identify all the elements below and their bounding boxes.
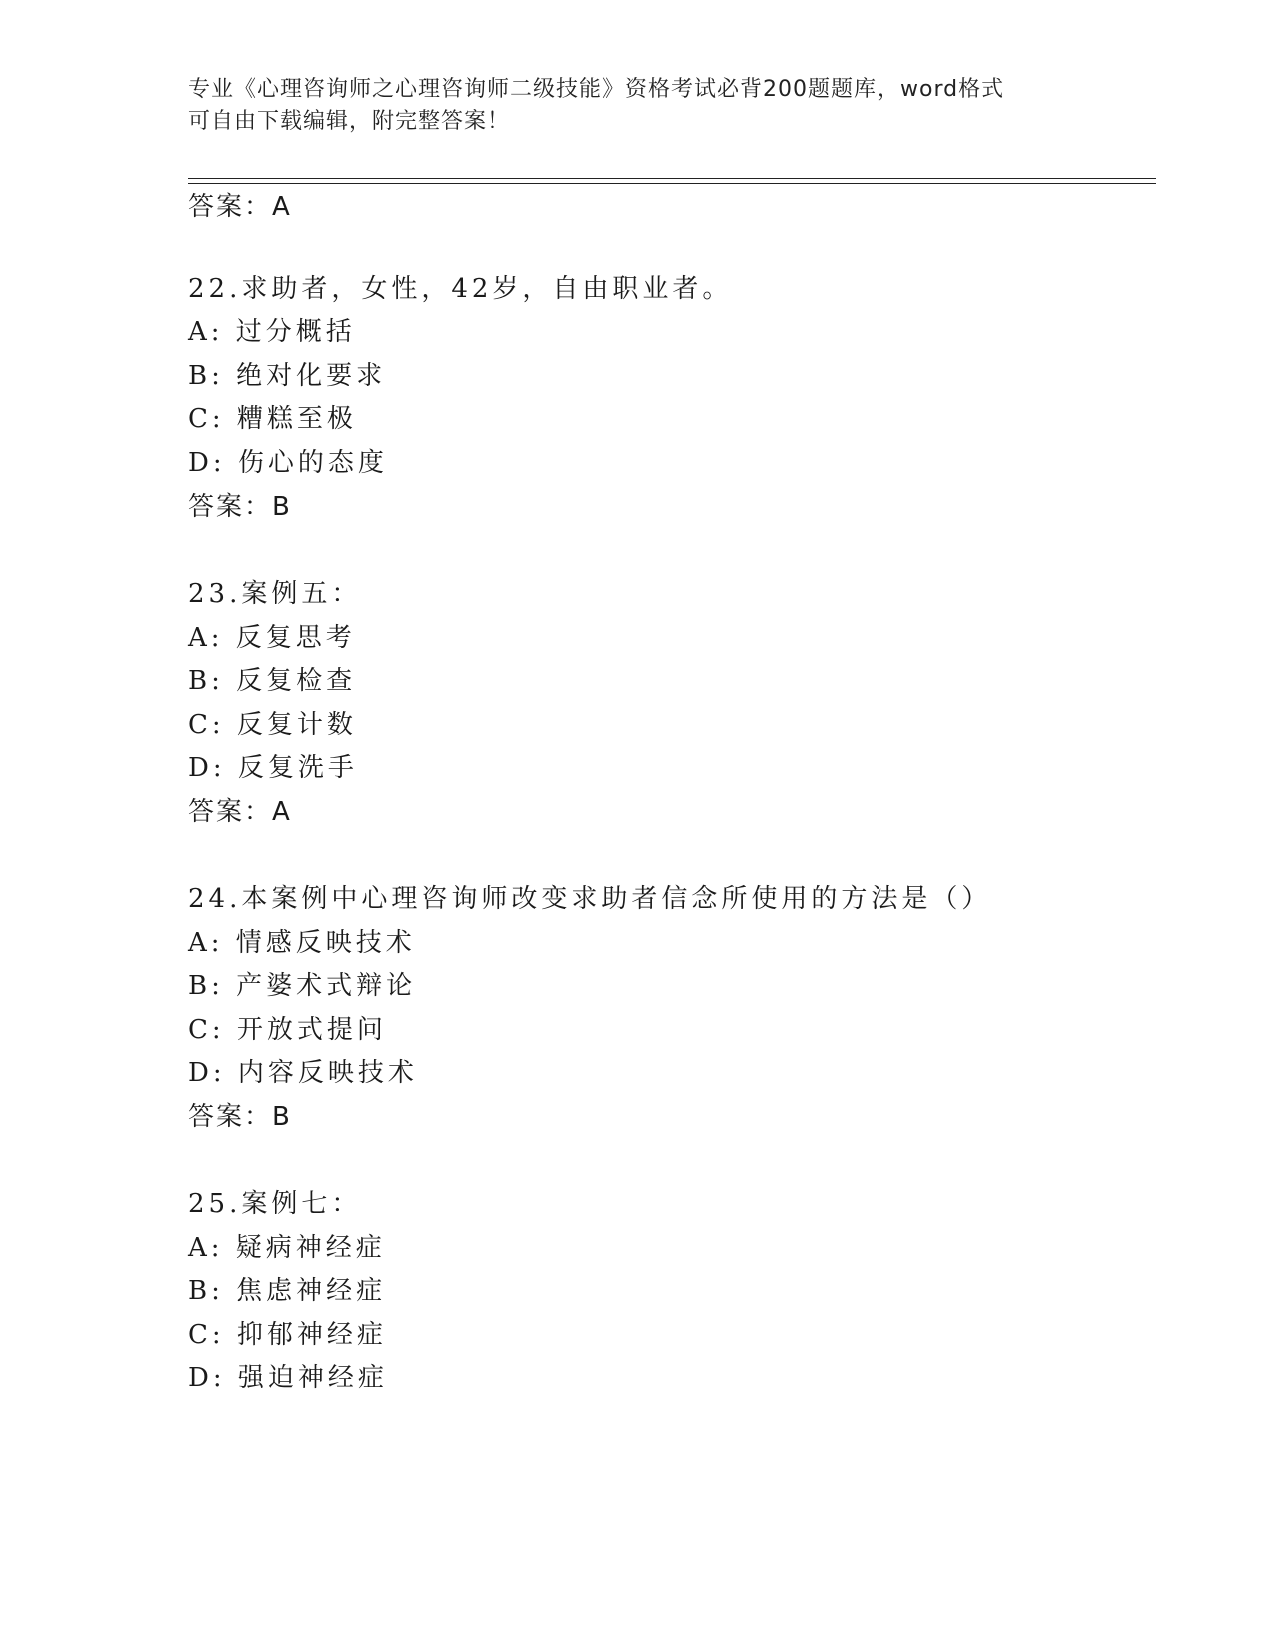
option-23-b: B: 反复检查	[188, 666, 357, 696]
option-24-d: D: 内容反映技术	[188, 1058, 418, 1088]
document-header	[188, 74, 1088, 138]
option-22-c: C: 糟糕至极	[188, 404, 357, 434]
option-25-b: B: 焦虑神经症	[188, 1276, 387, 1306]
option-22-d: D: 伤心的态度	[188, 448, 388, 478]
option-22-a: A: 过分概括	[188, 317, 356, 347]
answer-23: 答案：A	[188, 797, 292, 827]
header-line-2: 可自由下载编辑，附完整答案！	[188, 109, 511, 134]
header-divider-top	[188, 178, 1156, 179]
answer-24: 答案：B	[188, 1102, 292, 1132]
option-24-b: B: 产婆术式辩论	[188, 971, 417, 1001]
option-23-c: C: 反复计数	[188, 710, 357, 740]
header-line-1: 专业《心理咨询师之心理咨询师二级技能》资格考试必背200题题库，word格式	[188, 77, 1005, 102]
option-22-b: B: 绝对化要求	[188, 361, 387, 391]
header-divider-bottom	[188, 183, 1156, 184]
option-25-d: D: 强迫神经症	[188, 1363, 388, 1393]
option-24-a: A: 情感反映技术	[188, 928, 416, 958]
option-25-a: A: 疑病神经症	[188, 1233, 386, 1263]
option-23-a: A: 反复思考	[188, 623, 356, 653]
option-25-c: C: 抑郁神经症	[188, 1320, 387, 1350]
answer-22: 答案：B	[188, 492, 292, 522]
option-24-c: C: 开放式提问	[188, 1015, 387, 1045]
option-23-d: D: 反复洗手	[188, 753, 358, 783]
question-24: 24.本案例中心理咨询师改变求助者信念所使用的方法是（）	[188, 884, 992, 914]
question-23: 23.案例五：	[188, 579, 362, 609]
question-25: 25.案例七：	[188, 1189, 362, 1219]
question-22: 22.求助者，女性，42岁，自由职业者。	[188, 274, 733, 304]
answer-line: 答案：A	[188, 192, 292, 222]
